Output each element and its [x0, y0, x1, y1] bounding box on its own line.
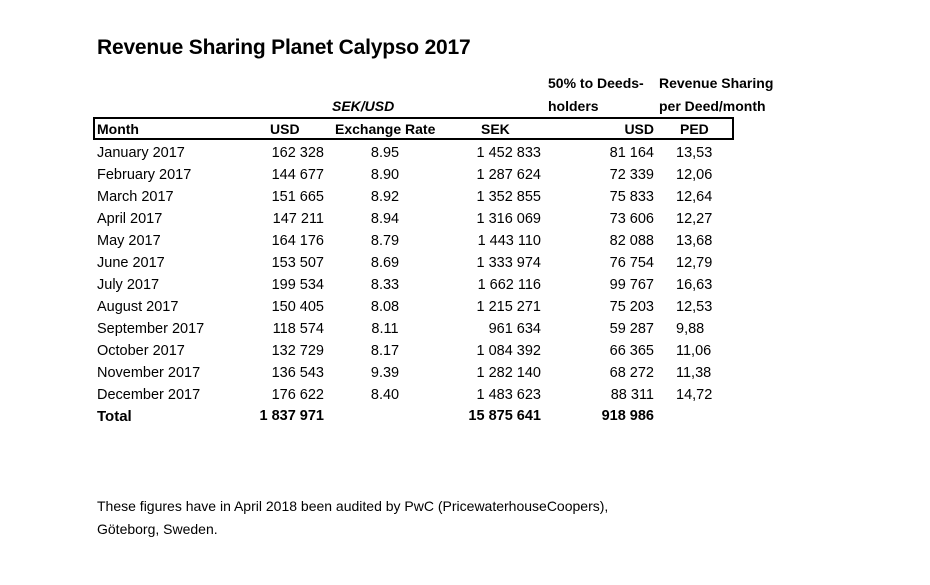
- usd-cell: 199 534: [271, 277, 324, 293]
- total-usd: 1 837 971: [259, 408, 324, 424]
- ped-cell: 12,27: [676, 211, 713, 227]
- usd-cell: 176 622: [271, 387, 324, 403]
- total-label: Total: [97, 408, 132, 425]
- col-header-deeds-usd: USD: [624, 121, 654, 137]
- table-row: [0, 145, 930, 167]
- exchange-rate-cell: 8.33: [370, 277, 400, 293]
- table-row: [0, 211, 930, 233]
- total-deeds-usd: 918 986: [601, 408, 654, 424]
- exchange-rate-cell: 8.94: [370, 211, 400, 227]
- month-cell: May 2017: [97, 233, 161, 249]
- ped-cell: 12,53: [676, 299, 713, 315]
- deeds-usd-cell: 81 164: [609, 145, 654, 161]
- ped-cell: 12,64: [676, 189, 713, 205]
- month-cell: April 2017: [97, 211, 163, 227]
- deeds-usd-cell: 68 272: [609, 365, 654, 381]
- deeds-usd-cell: 75 833: [609, 189, 654, 205]
- table-row: [0, 299, 930, 321]
- exchange-rate-cell: 8.17: [370, 343, 400, 359]
- ped-cell: 16,63: [676, 277, 713, 293]
- exchange-rate-cell: 8.40: [370, 387, 400, 403]
- table-row: [0, 189, 930, 211]
- sek-cell: 1 316 069: [476, 211, 541, 227]
- usd-cell: 162 328: [271, 145, 324, 161]
- month-cell: August 2017: [97, 299, 179, 315]
- table-row: [0, 343, 930, 365]
- month-cell: September 2017: [97, 321, 205, 337]
- ped-cell: 13,68: [676, 233, 713, 249]
- table-row: [0, 321, 930, 343]
- col-header-usd: USD: [270, 121, 300, 137]
- table-row: [0, 233, 930, 255]
- col-header-exchange-rate: Exchange Rate: [335, 121, 436, 137]
- audit-note-line1: These figures have in April 2018 been audited by PwC (PricewaterhouseCoopers),: [97, 498, 609, 514]
- col-header-ped: PED: [680, 121, 709, 137]
- month-cell: October 2017: [97, 343, 185, 359]
- table-row: [0, 167, 930, 189]
- deeds-usd-cell: 66 365: [609, 343, 654, 359]
- usd-cell: 144 677: [271, 167, 324, 183]
- usd-cell: 132 729: [271, 343, 324, 359]
- deeds-usd-cell: 73 606: [609, 211, 654, 227]
- deeds-usd-cell: 99 767: [609, 277, 654, 293]
- sek-cell: 1 452 833: [476, 145, 541, 161]
- ped-cell: 11,38: [676, 365, 712, 381]
- usd-cell: 164 176: [271, 233, 324, 249]
- ped-cell: 11,06: [676, 343, 712, 359]
- sek-cell: 1 662 116: [477, 277, 541, 293]
- month-cell: February 2017: [97, 167, 192, 183]
- month-cell: March 2017: [97, 189, 174, 205]
- month-cell: June 2017: [97, 255, 165, 271]
- ped-cell: 13,53: [676, 145, 713, 161]
- exchange-rate-cell: 8.95: [370, 145, 400, 161]
- table-row: [0, 277, 930, 299]
- deeds-usd-cell: 59 287: [609, 321, 654, 337]
- sek-cell: 1 333 974: [476, 255, 541, 271]
- sek-cell: 1 483 623: [476, 387, 541, 403]
- usd-cell: 136 543: [271, 365, 324, 381]
- col-header-sek: SEK: [481, 121, 510, 137]
- exchange-rate-cell: 8.11: [371, 321, 399, 337]
- total-sek: 15 875 641: [468, 408, 541, 424]
- ped-cell: 14,72: [676, 387, 713, 403]
- ped-cell: 12,79: [676, 255, 713, 271]
- sek-cell: 1 215 271: [476, 299, 541, 315]
- table-row: [0, 255, 930, 277]
- month-cell: December 2017: [97, 387, 201, 403]
- month-cell: July 2017: [97, 277, 160, 293]
- exchange-rate-cell: 8.08: [370, 299, 400, 315]
- total-row: [0, 408, 930, 430]
- header-deeds-line1: 50% to Deeds-: [548, 75, 644, 91]
- table-row: [0, 387, 930, 409]
- table-row: [0, 365, 930, 387]
- exchange-rate-cell: 8.69: [370, 255, 400, 271]
- ped-cell: 12,06: [676, 167, 713, 183]
- month-cell: November 2017: [97, 365, 201, 381]
- deeds-usd-cell: 82 088: [609, 233, 654, 249]
- audit-note-line2: Göteborg, Sweden.: [97, 521, 218, 537]
- header-revenue-line2: per Deed/month: [659, 98, 766, 114]
- usd-cell: 147 211: [272, 211, 324, 227]
- ped-cell: 9,88: [676, 321, 705, 337]
- usd-cell: 151 665: [271, 189, 324, 205]
- deeds-usd-cell: 88 311: [610, 387, 654, 403]
- exchange-rate-cell: 8.90: [370, 167, 400, 183]
- exchange-rate-cell: 9.39: [370, 365, 400, 381]
- exchange-rate-cell: 8.92: [370, 189, 400, 205]
- audit-note: [97, 495, 797, 541]
- usd-cell: 153 507: [271, 255, 324, 271]
- usd-cell: 150 405: [271, 299, 324, 315]
- header-deeds-line2: holders: [548, 98, 599, 114]
- sek-cell: 1 084 392: [476, 343, 541, 359]
- deeds-usd-cell: 75 203: [609, 299, 654, 315]
- page-title: Revenue Sharing Planet Calypso 2017: [97, 36, 471, 59]
- col-header-month: Month: [97, 121, 139, 137]
- sek-cell: 961 634: [488, 321, 541, 337]
- sek-cell: 1 282 140: [476, 365, 541, 381]
- sek-cell: 1 352 855: [476, 189, 541, 205]
- header-revenue-line1: Revenue Sharing: [659, 75, 774, 91]
- deeds-usd-cell: 76 754: [609, 255, 654, 271]
- header-sek-usd: SEK/USD: [332, 98, 395, 114]
- exchange-rate-cell: 8.79: [370, 233, 400, 249]
- deeds-usd-cell: 72 339: [609, 167, 654, 183]
- sek-cell: 1 443 110: [477, 233, 541, 249]
- month-cell: January 2017: [97, 145, 185, 161]
- sek-cell: 1 287 624: [476, 167, 541, 183]
- usd-cell: 118 574: [272, 321, 324, 337]
